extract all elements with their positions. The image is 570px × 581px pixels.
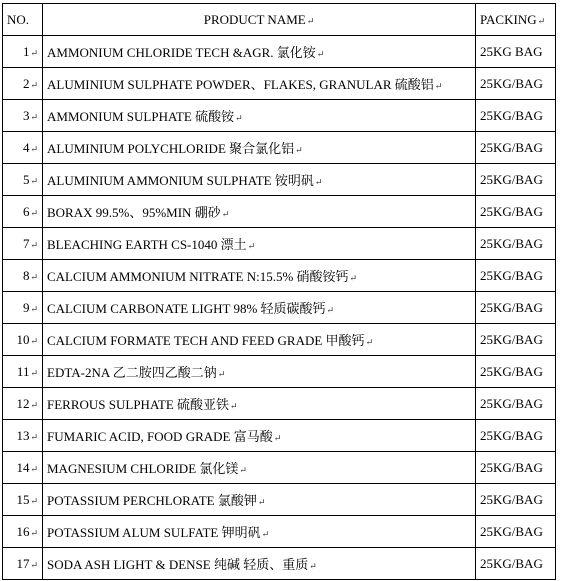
packing-cell: 25KG/BAG: [476, 516, 556, 548]
paragraph-mark: ↵: [30, 399, 38, 410]
packing-cell: 25KG/BAG: [476, 100, 556, 132]
row-number: 13↵: [3, 420, 43, 452]
table-row: [3, 36, 556, 68]
table-row: [3, 452, 556, 484]
packing-cell: 25KG/BAG: [476, 356, 556, 388]
product-name-cell: ALUMINIUM SULPHATE POWDER、FLAKES, GRANULAR 硫酸铝↵: [43, 68, 476, 100]
paragraph-mark: ↵: [314, 177, 323, 187]
paragraph-mark: ↵: [434, 81, 443, 91]
row-number: 10↵: [3, 324, 43, 356]
product-name-cell: EDTA-2NA 乙二胺四乙酸二钠↵: [43, 356, 476, 388]
packing-cell: 25KG/BAG: [476, 292, 556, 324]
paragraph-mark: ↵: [316, 49, 325, 59]
table-row: [3, 132, 556, 164]
paragraph-mark: ↵: [30, 143, 38, 154]
header-product-name: PRODUCT NAME↵: [43, 4, 476, 36]
product-name-cell: POTASSIUM ALUM SULFATE 钾明矾↵: [43, 516, 476, 548]
product-name-cell: AMMONIUM CHLORIDE TECH &AGR. 氯化铵↵: [43, 36, 476, 68]
table-row: [3, 196, 556, 228]
paragraph-mark: ↵: [217, 369, 226, 379]
paragraph-mark: ↵: [273, 433, 282, 443]
paragraph-mark: ↵: [30, 79, 38, 90]
paragraph-mark: ↵: [537, 15, 546, 26]
paragraph-mark: ↵: [349, 273, 358, 283]
paragraph-mark: ↵: [30, 207, 38, 218]
table-row: [3, 228, 556, 260]
table-row: [3, 260, 556, 292]
packing-cell: 25KG/BAG: [476, 452, 556, 484]
row-number: 12↵: [3, 388, 43, 420]
paragraph-mark: ↵: [235, 113, 243, 123]
table-row: [3, 388, 556, 420]
paragraph-mark: ↵: [30, 47, 38, 58]
packing-cell: 25KG/BAG: [476, 388, 556, 420]
row-number: 14↵: [3, 452, 43, 484]
packing-cell: 25KG/BAG: [476, 132, 556, 164]
table-row: [3, 324, 556, 356]
paragraph-mark: ↵: [309, 561, 317, 571]
product-name-cell: FERROUS SULPHATE 硫酸亚铁↵: [43, 388, 476, 420]
paragraph-mark: ↵: [326, 305, 335, 315]
table-row: [3, 548, 556, 580]
row-number: 7↵: [3, 228, 43, 260]
paragraph-mark: ↵: [295, 145, 303, 155]
paragraph-mark: ↵: [261, 529, 270, 539]
packing-cell: 25KG/BAG: [476, 196, 556, 228]
table-row: [3, 164, 556, 196]
row-number: 5↵: [3, 164, 43, 196]
paragraph-mark: ↵: [30, 175, 38, 186]
paragraph-mark: ↵: [30, 495, 38, 506]
row-number: 6↵: [3, 196, 43, 228]
paragraph-mark: ↵: [30, 559, 38, 570]
table-row: [3, 516, 556, 548]
table-row: [3, 292, 556, 324]
paragraph-mark: ↵: [221, 209, 230, 219]
product-name-cell: MAGNESIUM CHLORIDE 氯化镁↵: [43, 452, 476, 484]
header-no: NO.: [3, 4, 43, 36]
packing-cell: 25KG/BAG: [476, 68, 556, 100]
packing-cell: 25KG BAG: [476, 36, 556, 68]
product-table: [2, 3, 556, 580]
product-name-cell: BLEACHING EARTH CS-1040 漂土↵: [43, 228, 476, 260]
row-number: 16↵: [3, 516, 43, 548]
product-name-cell: CALCIUM AMMONIUM NITRATE N:15.5% 硝酸铵钙↵: [43, 260, 476, 292]
product-name-cell: BORAX 99.5%、95%MIN 硼砂↵: [43, 196, 476, 228]
paragraph-mark: ↵: [30, 111, 38, 122]
table-row: [3, 484, 556, 516]
paragraph-mark: ↵: [30, 431, 38, 442]
paragraph-mark: ↵: [30, 367, 38, 378]
packing-cell: 25KG/BAG: [476, 548, 556, 580]
paragraph-mark: ↵: [239, 465, 247, 475]
product-name-cell: FUMARIC ACID, FOOD GRADE 富马酸↵: [43, 420, 476, 452]
paragraph-mark: ↵: [257, 497, 266, 507]
row-number: 8↵: [3, 260, 43, 292]
paragraph-mark: ↵: [30, 335, 38, 346]
paragraph-mark: ↵: [30, 239, 38, 250]
paragraph-mark: ↵: [230, 401, 238, 411]
paragraph-mark: ↵: [30, 527, 38, 538]
header-row: [3, 4, 556, 36]
product-name-cell: ALUMINIUM AMMONIUM SULPHATE 铵明矾↵: [43, 164, 476, 196]
row-number: 11↵: [3, 356, 43, 388]
paragraph-mark: ↵: [30, 271, 38, 282]
row-number: 1↵: [3, 36, 43, 68]
product-name-cell: POTASSIUM PERCHLORATE 氯酸钾↵: [43, 484, 476, 516]
paragraph-mark: ↵: [365, 337, 374, 347]
row-number: 2↵: [3, 68, 43, 100]
paragraph-mark: ↵: [30, 303, 38, 314]
packing-cell: 25KG/BAG: [476, 228, 556, 260]
product-name-cell: AMMONIUM SULPHATE 硫酸铵↵: [43, 100, 476, 132]
product-name-cell: SODA ASH LIGHT & DENSE 纯碱 轻质、重质↵: [43, 548, 476, 580]
packing-cell: 25KG/BAG: [476, 484, 556, 516]
packing-cell: 25KG/BAG: [476, 164, 556, 196]
paragraph-mark: ↵: [306, 15, 315, 26]
table-row: [3, 100, 556, 132]
table-row: [3, 68, 556, 100]
paragraph-mark: ↵: [247, 241, 256, 251]
table-body: [3, 36, 556, 580]
table-row: [3, 420, 556, 452]
row-number: 17↵: [3, 548, 43, 580]
product-name-cell: CALCIUM FORMATE TECH AND FEED GRADE 甲酸钙↵: [43, 324, 476, 356]
row-number: 15↵: [3, 484, 43, 516]
paragraph-mark: ↵: [30, 463, 38, 474]
packing-cell: 25KG/BAG: [476, 260, 556, 292]
packing-cell: 25KG/BAG: [476, 324, 556, 356]
product-name-cell: ALUMINIUM POLYCHLORIDE 聚合氯化铝↵: [43, 132, 476, 164]
packing-cell: 25KG/BAG: [476, 420, 556, 452]
table-row: [3, 356, 556, 388]
row-number: 4↵: [3, 132, 43, 164]
header-packing: PACKING↵: [476, 4, 556, 36]
row-number: 9↵: [3, 292, 43, 324]
product-name-cell: CALCIUM CARBONATE LIGHT 98% 轻质碳酸钙↵: [43, 292, 476, 324]
row-number: 3↵: [3, 100, 43, 132]
